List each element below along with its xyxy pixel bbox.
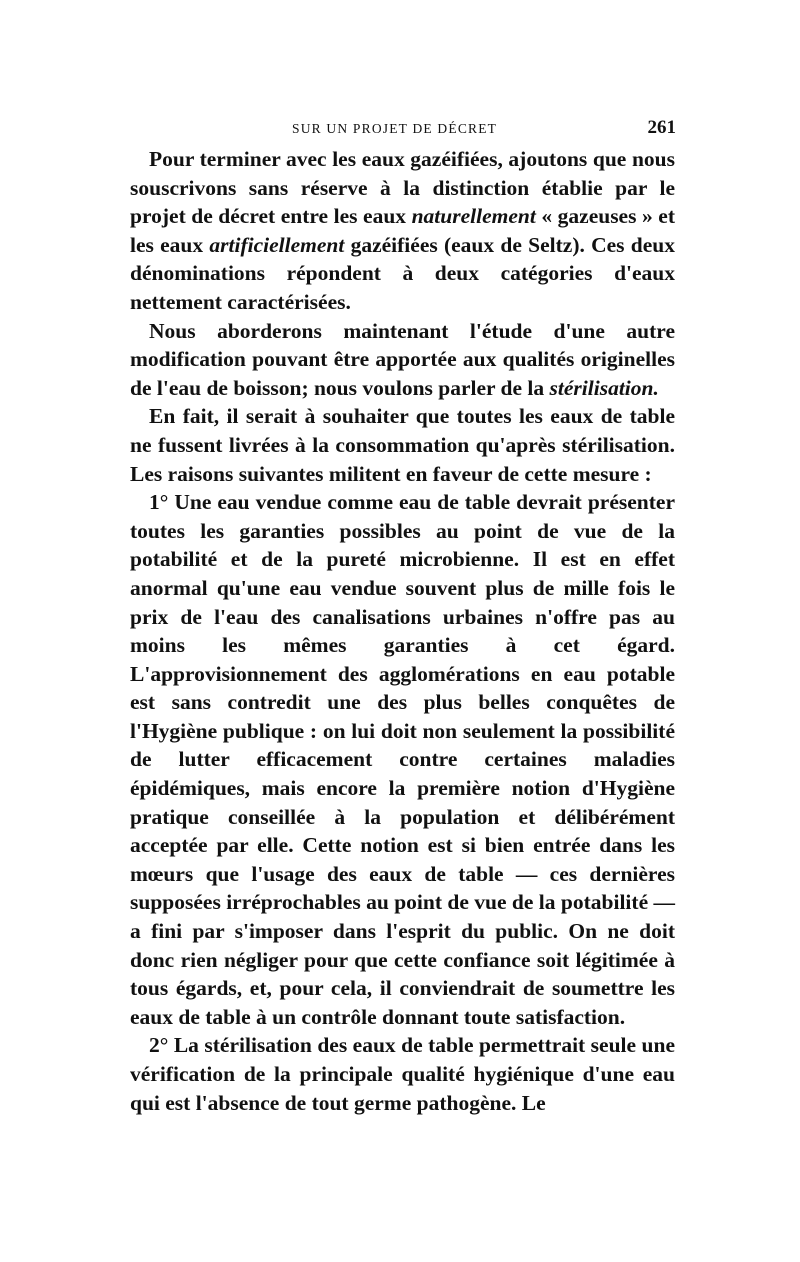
paragraph-sterilisation-intro [130,317,675,403]
paragraph-raisons [130,402,675,488]
text-run: gazéifiées (eaux de Seltz). Ces deux dénominations répondent à deux catégories d'eaux nettement caractérisées. [130,232,675,314]
text-run: 2° La stérilisation des eaux de table permettrait seule une vérification de la principale qualité hygiénique d'une eau qui est l'absence de tout germe pathogène. Le [130,1033,675,1115]
paragraph-gazeuses [130,145,675,317]
italic-naturellement: naturellement [411,204,536,229]
text-run: « gazeuses » et les eaux [130,204,675,257]
italic-artificiellement: artificiellement [209,232,345,257]
text-run: En fait, il serait à souhaiter que toutes les eaux de table ne fussent livrées à la consommation qu'après stérilisation. Les raisons suivantes militent en faveur de cette mesure : [130,404,675,486]
text-run: Nous aborderons maintenant l'étude d'une autre modification pouvant être apportée aux qualités originelles de l'eau de boisson; nous voulons parler de la [130,318,675,400]
page-number: 261 [647,117,676,138]
text-run: 1° Une eau vendue comme eau de table devrait présenter toutes les garanties possibles au point de vue de la potabilité et de la pureté microbienne. Il est en effet anormal qu'une eau vendue souvent plus de mille fois le prix de l'eau des canalisations urbaines n'offre pas au moins les mêmes garanties à cet égard. L'approvisionnement des agglomérations en eau potable est sans contredit une des plus belles conquêtes de l'Hygiène publique : on lui doit non seulement la possibilité de lutter efficacement contre certaines maladies épidémiques, mais encore la première notion d'Hygiène pratique conseillée à la population et délibérément acceptée par elle. Cette notion est si bien entrée dans les mœurs que l'usage des eaux de table — ces dernières supposées irréprochables au point de vue de la potabilité — a fini par s'imposer dans l'esprit du public. On ne doit donc rien négliger pour que cette confiance soit légitimée à tous égards, et, pour cela, il conviendrait de soumettre les eaux de table à un contrôle donnant toute satisfaction. [130,490,675,1029]
paragraph-point-2 [130,1031,675,1117]
italic-sterilisation: stérilisation. [549,375,659,400]
running-title: SUR UN PROJET DE DÉCRET [292,121,498,136]
page-header [130,117,676,141]
text-run: Pour terminer avec les eaux gazéifiées, ajoutons que nous souscrivons sans réserve à la distinction établie par le projet de décret entre les eaux [130,147,675,229]
paragraph-point-1 [130,488,675,1031]
body-text [130,145,675,1117]
